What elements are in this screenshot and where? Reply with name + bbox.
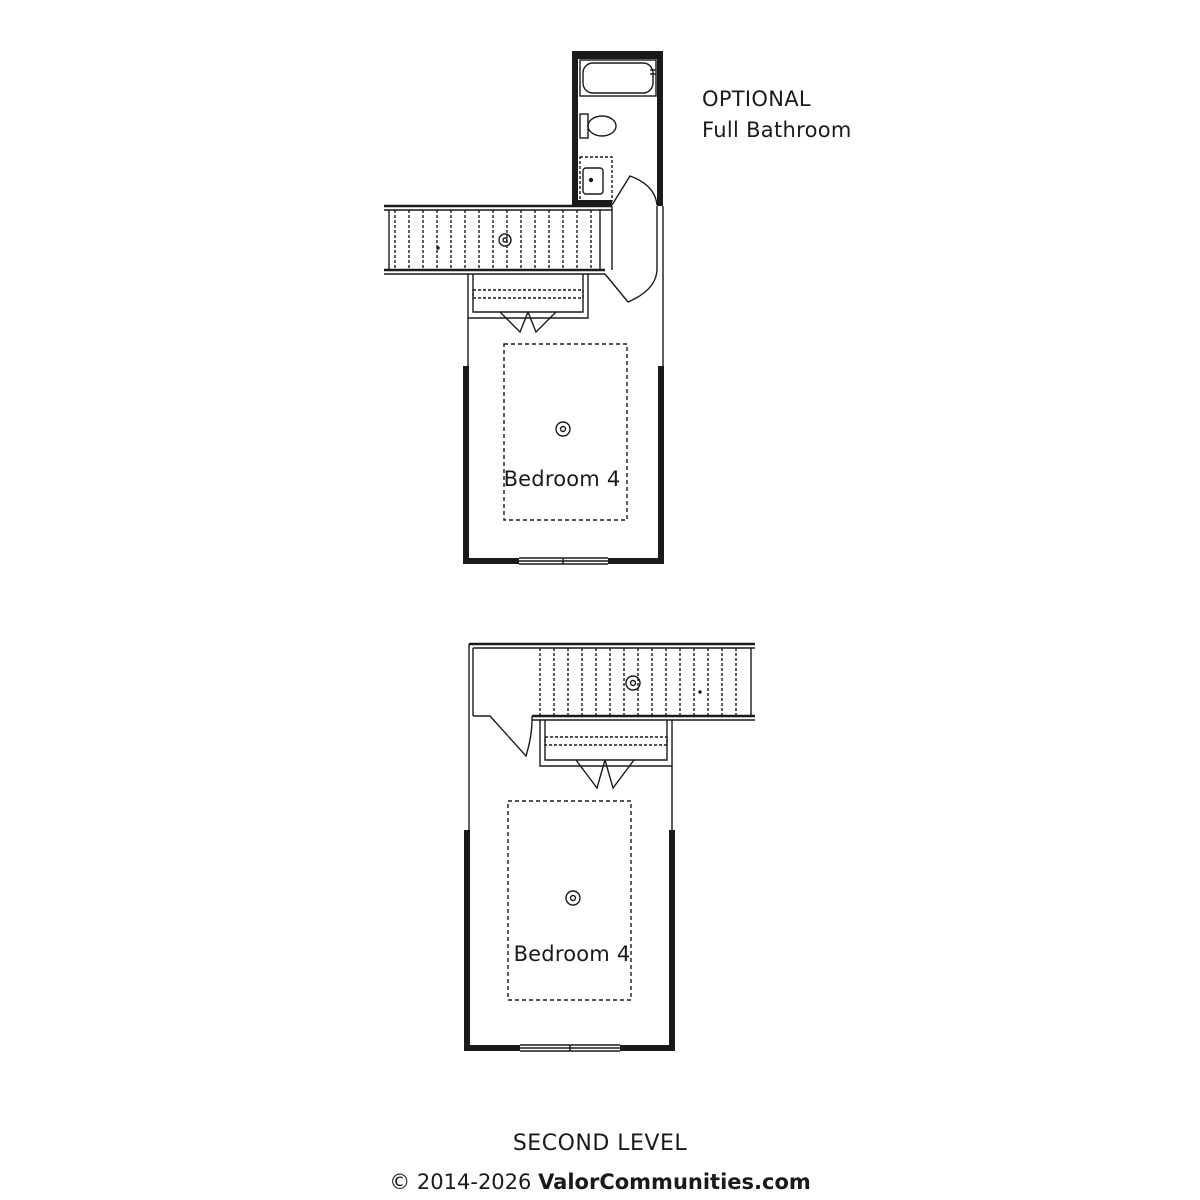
bedroom-walls bbox=[464, 766, 675, 1051]
stairs bbox=[469, 644, 755, 720]
ceiling-light-icon bbox=[566, 891, 580, 905]
level-title: SECOND LEVEL bbox=[512, 1131, 688, 1156]
bed-outline bbox=[504, 344, 627, 520]
ceiling-light-icon bbox=[499, 234, 511, 246]
closet bbox=[540, 720, 672, 788]
standard-plan bbox=[464, 644, 755, 1051]
hallway-walls bbox=[469, 644, 532, 830]
bed-outline bbox=[508, 801, 631, 1000]
room-label-bedroom-4-top: Bedroom 4 bbox=[503, 467, 621, 491]
full-bathroom-label: Full Bathroom bbox=[702, 118, 852, 142]
bedroom-walls bbox=[463, 318, 664, 564]
closet bbox=[468, 274, 588, 332]
copyright-line bbox=[0, 1170, 1200, 1194]
vanity-sink bbox=[580, 157, 612, 201]
optional-label: OPTIONAL bbox=[702, 87, 811, 111]
optional-bathroom-note bbox=[702, 84, 852, 146]
hallway-walls bbox=[605, 206, 663, 366]
ceiling-light-icon bbox=[556, 422, 570, 436]
copyright-site: ValorCommunities.com bbox=[538, 1170, 811, 1194]
stair-marker bbox=[699, 691, 701, 693]
bathroom-door bbox=[612, 176, 657, 205]
bathroom-walls bbox=[572, 51, 663, 206]
stair-marker bbox=[437, 247, 439, 249]
copyright-years: © 2014-2026 bbox=[389, 1170, 532, 1194]
bathtub bbox=[580, 60, 656, 96]
toilet bbox=[580, 114, 616, 138]
room-label-bedroom-4-bottom: Bedroom 4 bbox=[513, 942, 631, 966]
stairs bbox=[384, 206, 612, 274]
